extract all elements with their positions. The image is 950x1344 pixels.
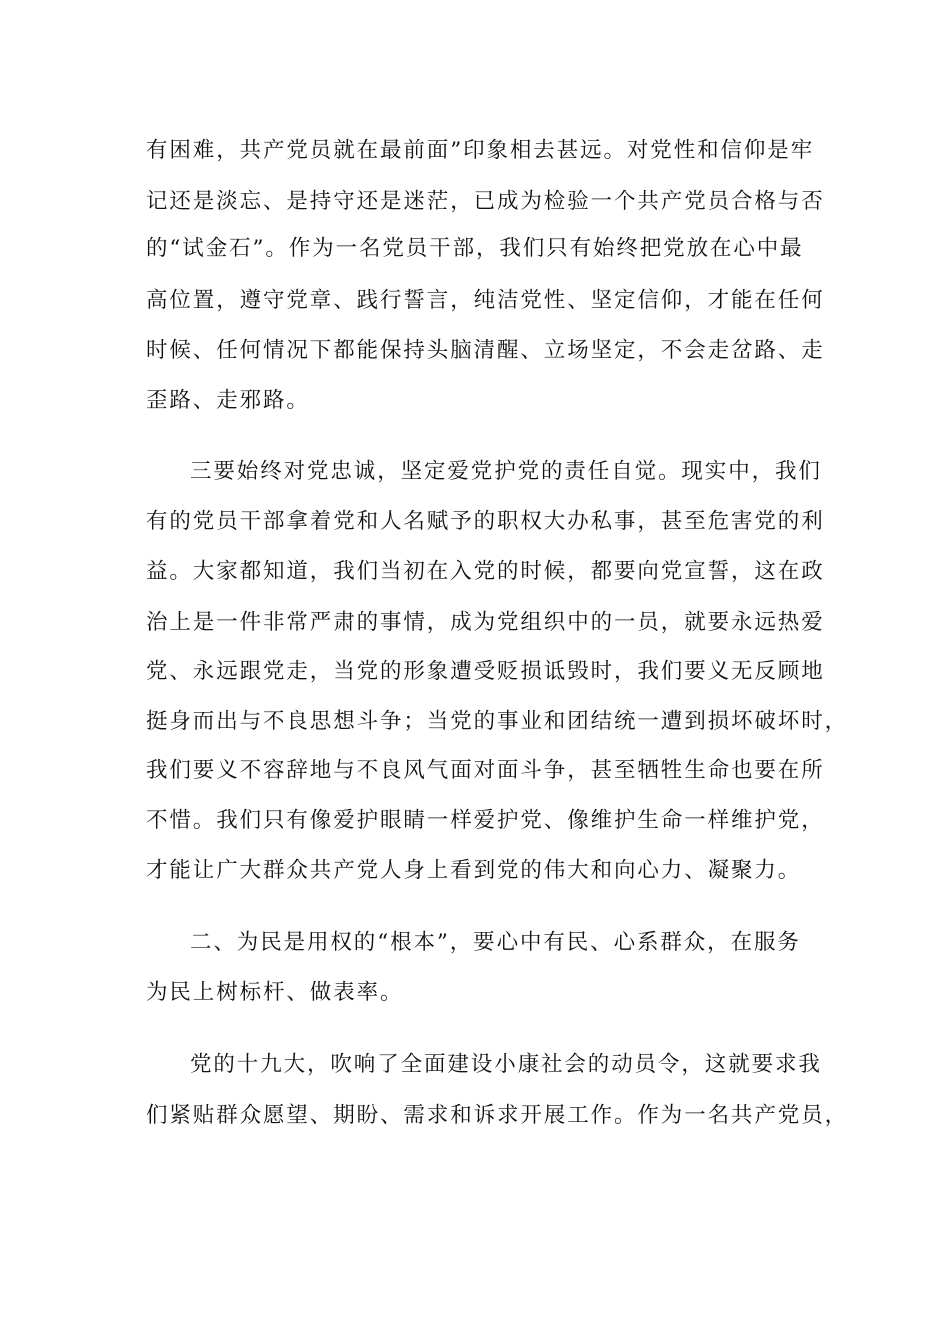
text-line: 有的党员干部拿着党和人名赋予的职权大办私事，甚至危害党的利 (146, 509, 825, 534)
text-line: 才能让广大群众共产党人身上看到党的伟大和向心力、凝聚力。 (146, 858, 802, 883)
text-line: 有困难，共产党员就在最前面”印象相去甚远。对党性和信仰是牢 (146, 138, 815, 163)
text-line: 党、永远跟党走，当党的形象遭受贬损诋毁时，我们要义无反顾地 (146, 659, 825, 684)
text-line: 不惜。我们只有像爱护眼睛一样爱护党、像维护生命一样维护党， (146, 808, 825, 833)
text-line: 为民上树标杆、做表率。 (146, 980, 404, 1005)
text-line: 我们要义不容辞地与不良风气面对面斗争，甚至牺牲生命也要在所 (146, 758, 825, 783)
text-line: 三要始终对党忠诚，坚定爱党护党的责任自觉。现实中，我们 (190, 459, 822, 484)
text-line: 高位置，遵守党章、践行誓言，纯洁党性、坚定信仰，才能在任何 (146, 288, 825, 313)
text-line: 治上是一件非常严肃的事情，成为党组织中的一员，就要永远热爱 (146, 610, 825, 635)
text-line: 的“试金石”。作为一名党员干部，我们只有始终把党放在心中最 (146, 236, 804, 261)
text-line: 时候、任何情况下都能保持头脑清醒、立场坚定，不会走岔路、走 (146, 338, 825, 363)
text-line: 挺身而出与不良思想斗争；当党的事业和团结统一遭到损坏破坏时， (146, 709, 849, 734)
text-line: 二、为民是用权的“根本”，要心中有民、心系群众，在服务 (190, 930, 801, 955)
text-line: 记还是淡忘、是持守还是迷茫，已成为检验一个共产党员合格与否 (146, 189, 825, 214)
text-line: 歪路、走邪路。 (146, 388, 310, 413)
text-line: 党的十九大，吹响了全面建设小康社会的动员令，这就要求我 (190, 1052, 822, 1077)
text-line: 益。大家都知道，我们当初在入党的时候，都要向党宣誓，这在政 (146, 559, 825, 584)
text-line: 们紧贴群众愿望、期盼、需求和诉求开展工作。作为一名共产党员， (146, 1103, 849, 1128)
